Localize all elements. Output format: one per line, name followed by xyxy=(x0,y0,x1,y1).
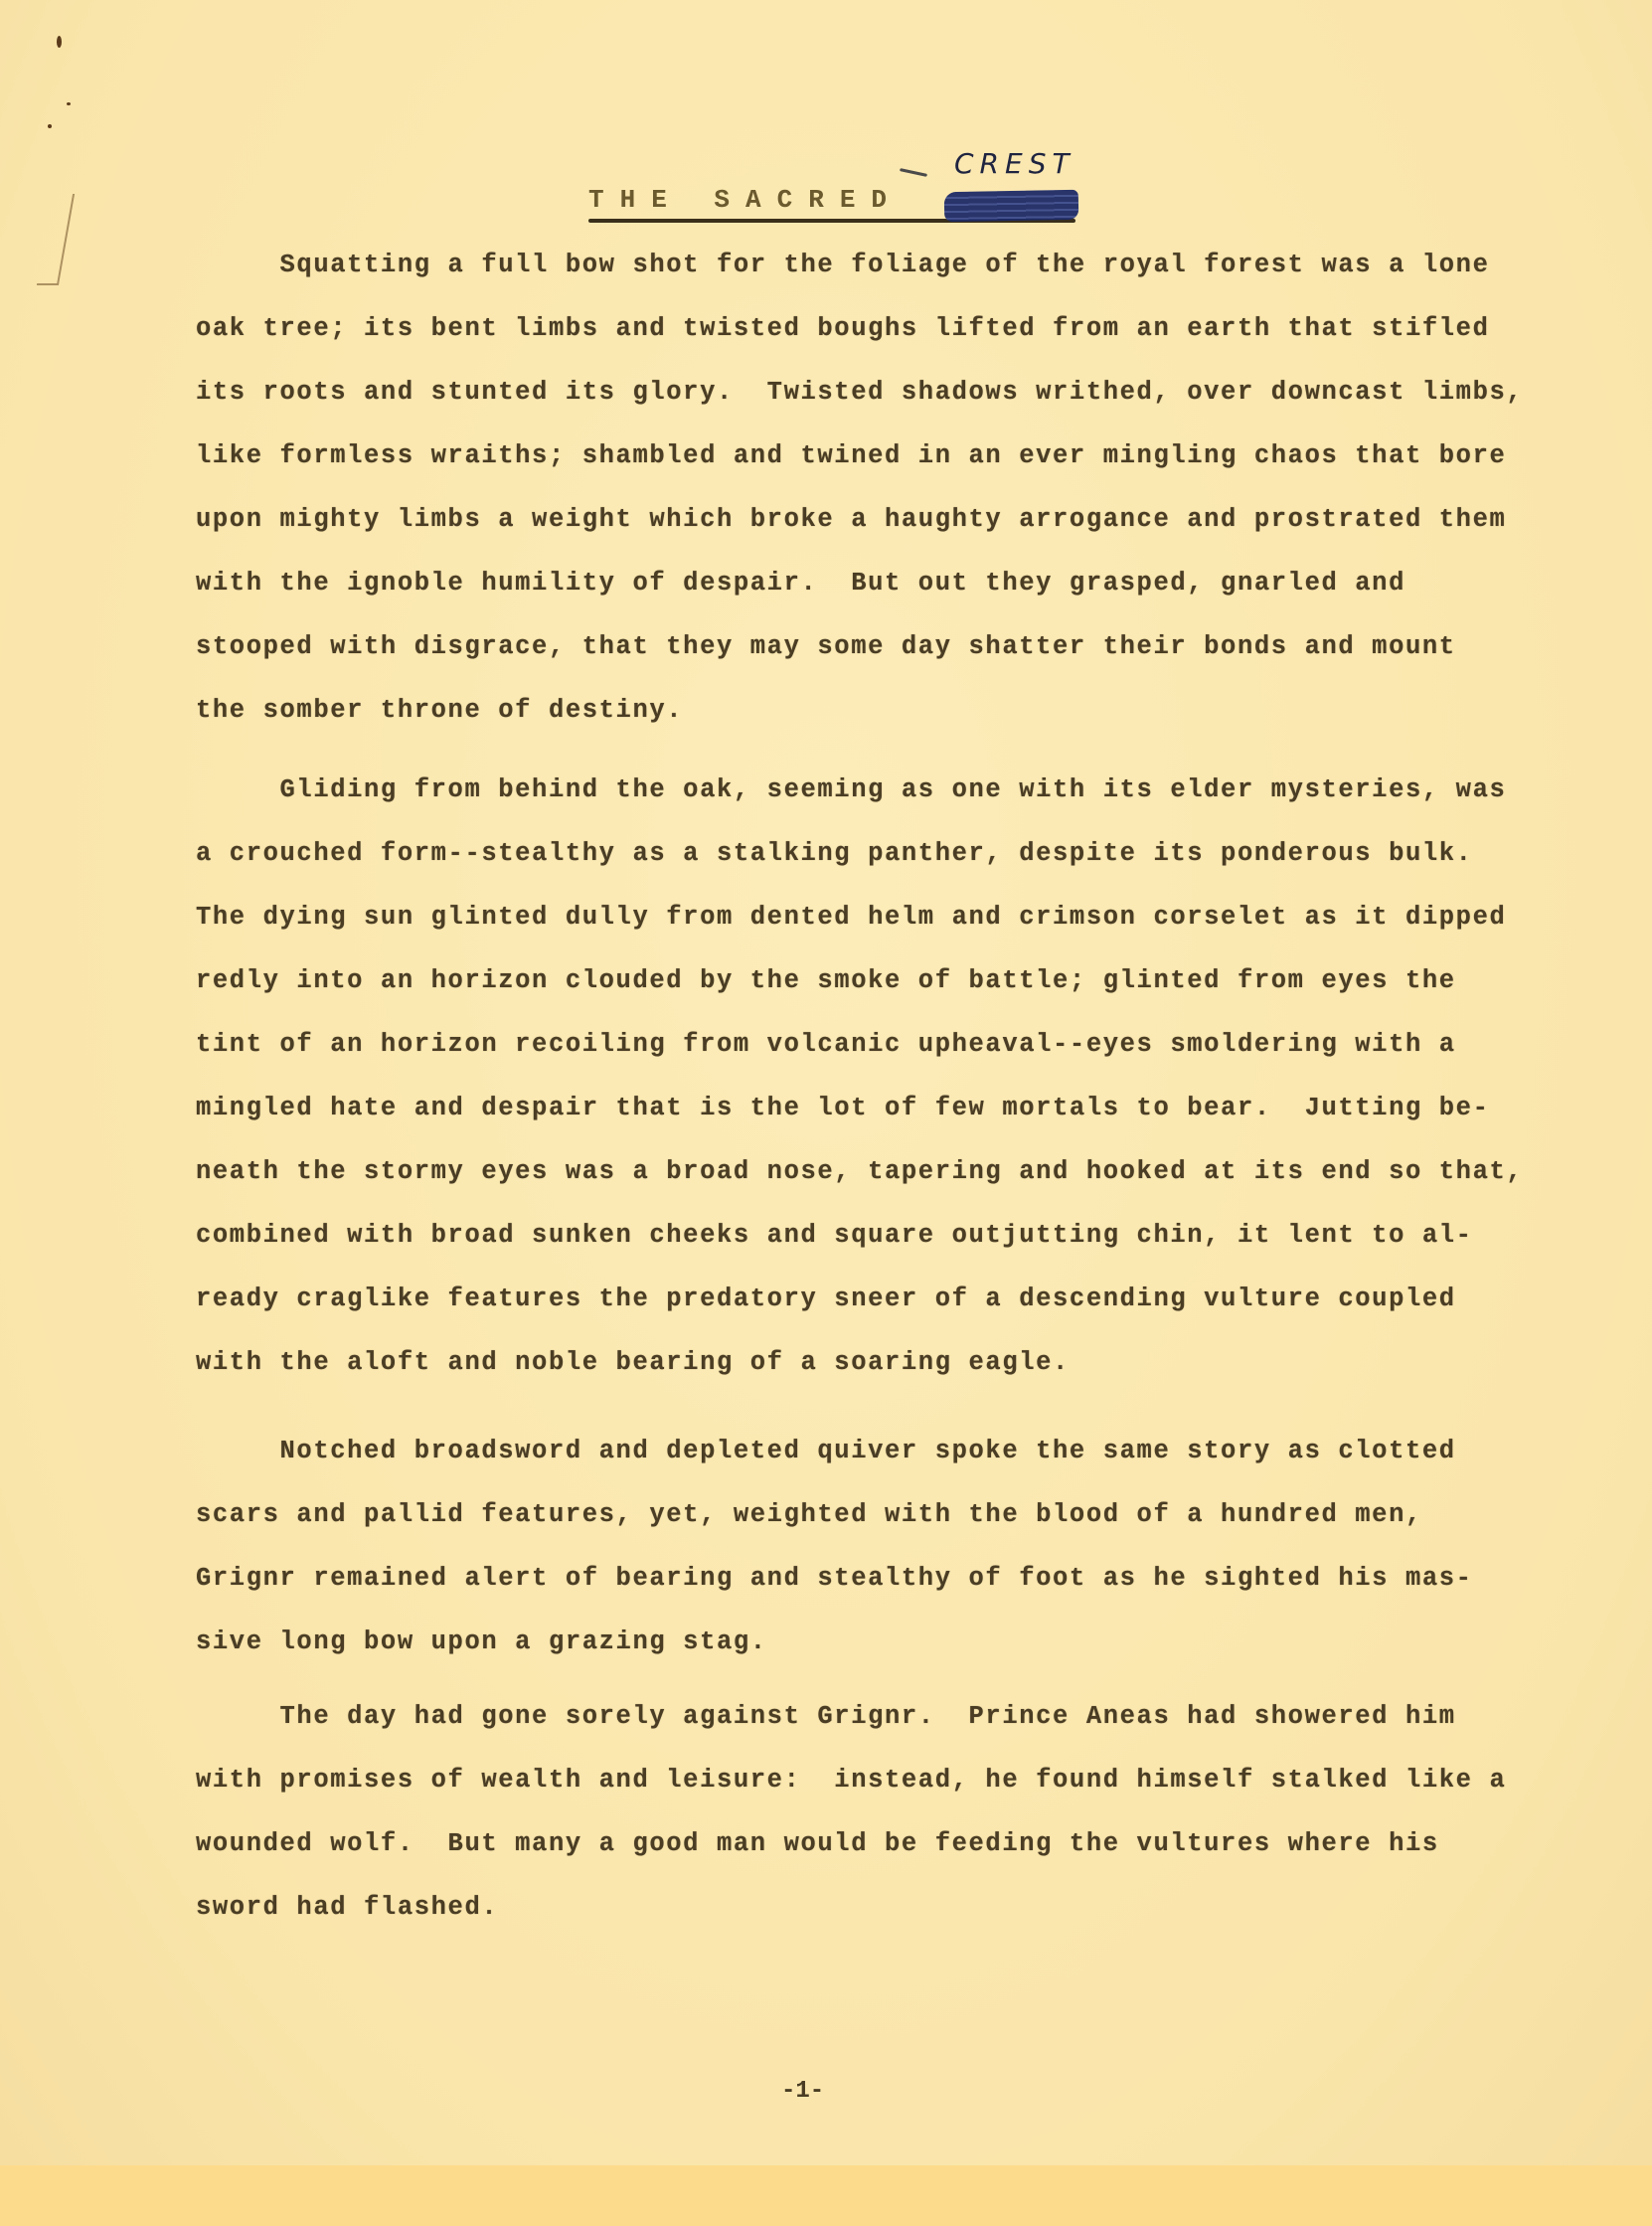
text-line: The day had gone sorely against Grignr. Prince Aneas had showered him xyxy=(196,1702,1456,1731)
text-line: scars and pallid features, yet, weighted with the blood of a hundred men, xyxy=(196,1500,1422,1529)
text-line: The dying sun glinted dully from dented helm and crimson corselet as it dipped xyxy=(196,903,1507,932)
document-title: THE SACRED xyxy=(588,185,904,215)
page-number: -1- xyxy=(781,2078,825,2105)
text-line: Gliding from behind the oak, seeming as one with its elder mysteries, was xyxy=(196,775,1507,804)
ink-speck xyxy=(57,36,62,48)
crossed-out-word xyxy=(944,190,1079,222)
text-line: ready craglike features the predatory sneer of a descending vulture coupled xyxy=(196,1284,1456,1313)
text-line: sword had flashed. xyxy=(196,1893,499,1922)
text-line: Grignr remained alert of bearing and stealthy of foot as he sighted his mas- xyxy=(196,1564,1473,1593)
text-line: upon mighty limbs a weight which broke a haughty arrogance and prostrated them xyxy=(196,505,1507,534)
text-line: the somber throne of destiny. xyxy=(196,696,684,725)
text-line: neath the stormy eyes was a broad nose, tapering and hooked at its end so that, xyxy=(196,1157,1524,1186)
text-line: wounded wolf. But many a good man would be feeding the vultures where his xyxy=(196,1829,1439,1858)
page-bottom-band xyxy=(0,2165,1652,2226)
title-block xyxy=(588,185,903,225)
ink-speck xyxy=(48,124,52,128)
text-line: sive long bow upon a grazing stag. xyxy=(196,1627,767,1656)
text-line: mingled hate and despair that is the lot of few mortals to bear. Jutting be- xyxy=(196,1094,1490,1122)
text-line: its roots and stunted its glory. Twisted shadows writhed, over downcast limbs, xyxy=(196,378,1524,407)
text-line: with promises of wealth and leisure: instead, he found himself stalked like a xyxy=(196,1766,1507,1795)
handwritten-correction: CREST xyxy=(954,147,1075,180)
text-line: like formless wraiths; shambled and twined in an ever mingling chaos that bore xyxy=(196,441,1507,470)
text-line: stooped with disgrace, that they may some day shatter their bonds and mount xyxy=(196,632,1456,661)
ink-speck xyxy=(67,102,71,105)
text-line: a crouched form--stealthy as a stalking panther, despite its ponderous bulk. xyxy=(196,839,1473,868)
text-line: Notched broadsword and depleted quiver spoke the same story as clotted xyxy=(196,1437,1456,1465)
text-line: with the aloft and noble bearing of a soaring eagle. xyxy=(196,1348,1070,1377)
text-line: combined with broad sunken cheeks and square outjutting chin, it lent to al- xyxy=(196,1221,1473,1250)
text-line: with the ignoble humility of despair. But out they grasped, gnarled and xyxy=(196,569,1405,598)
text-line: redly into an horizon clouded by the smoke of battle; glinted from eyes the xyxy=(196,966,1456,995)
text-line: oak tree; its bent limbs and twisted boughs lifted from an earth that stifled xyxy=(196,314,1490,343)
text-line: Squatting a full bow shot for the foliage of the royal forest was a lone xyxy=(196,251,1490,279)
text-line: tint of an horizon recoiling from volcanic upheaval--eyes smoldering with a xyxy=(196,1030,1456,1059)
